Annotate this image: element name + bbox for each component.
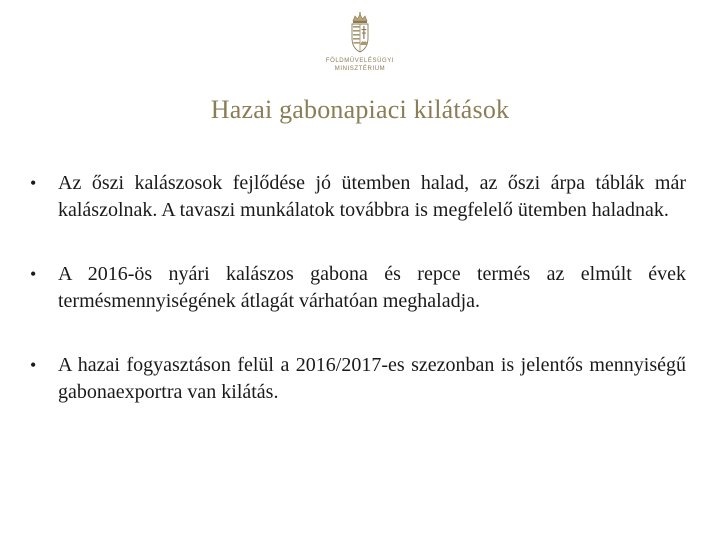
logo-text-line1: FÖLDMŰVELÉSÜGYI <box>325 58 395 64</box>
bullet-item <box>28 352 686 406</box>
logo-text-line2: MINISZTÉRIUM <box>334 66 386 72</box>
bullet-marker: • <box>30 173 37 193</box>
coat-of-arms-icon <box>348 12 372 54</box>
ministry-logo <box>310 12 410 82</box>
bullet-text: Az őszi kalászosok fejlődése jó ütemben halad, az őszi árpa táblák már kalászolnak. A tavaszi munkálatok továbbra is megfelelő ütemben haladnak. <box>58 172 686 221</box>
bullet-item <box>28 170 686 224</box>
slide-title: Hazai gabonapiaci kilátások <box>210 95 510 124</box>
bullet-text: A hazai fogyasztáson felül a 2016/2017-es szezonban is jelentős mennyiségű gabonaexportra van kilátás. <box>58 354 686 403</box>
bullet-marker: • <box>30 264 37 284</box>
bullet-marker: • <box>30 355 37 375</box>
bullet-list <box>28 170 686 406</box>
bullet-text: A 2016-ös nyári kalászos gabona és repce termés az elmúlt évek termésmennyiségének átlagát várhatóan meghaladja. <box>58 263 686 312</box>
bullet-item <box>28 261 686 315</box>
